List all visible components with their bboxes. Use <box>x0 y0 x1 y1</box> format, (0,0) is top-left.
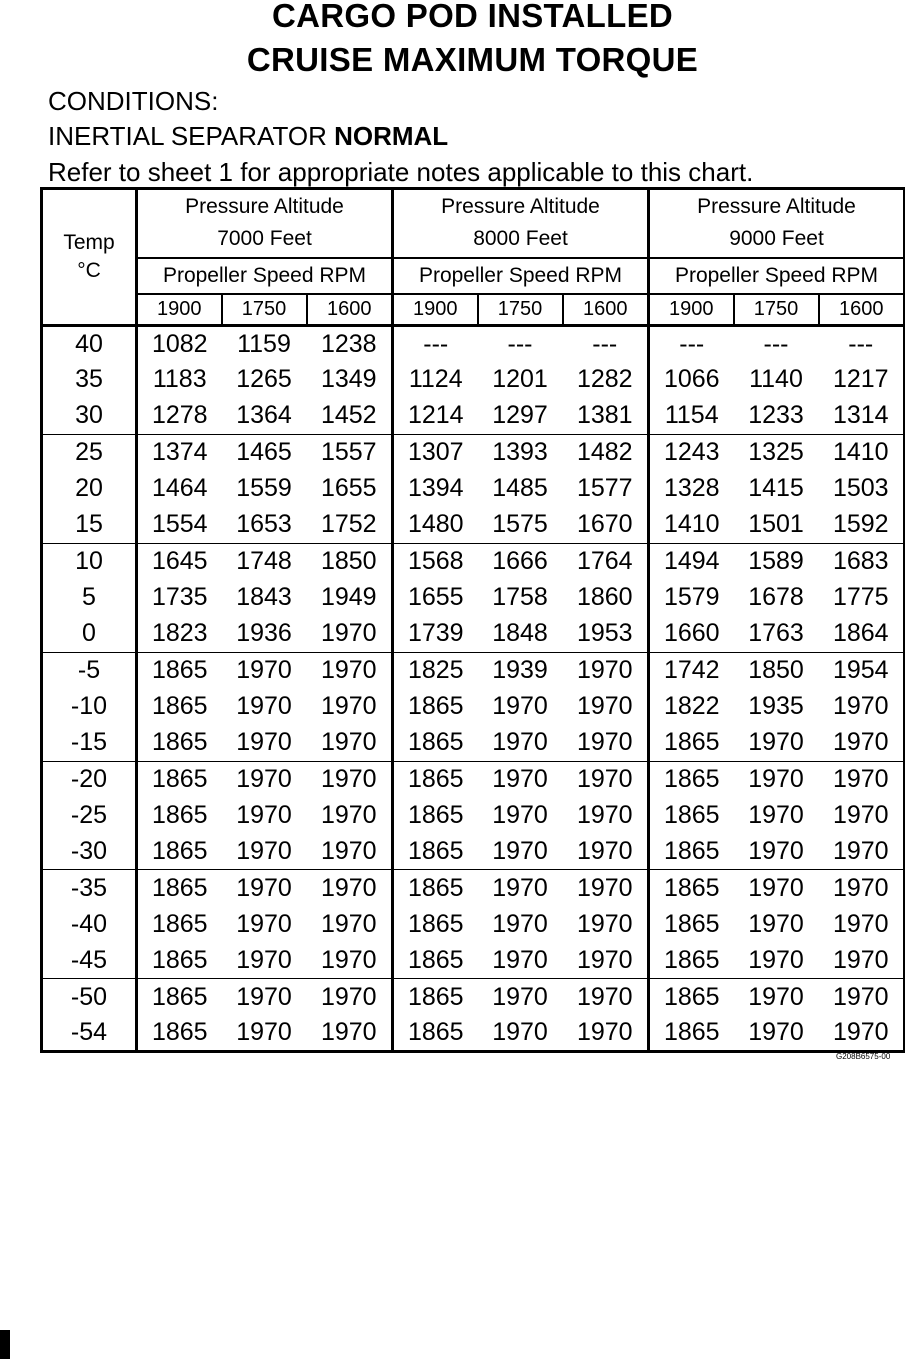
torque-table <box>40 187 905 1053</box>
torque-cell: 1970 <box>832 801 889 829</box>
torque-cell: 1865 <box>393 870 478 906</box>
torque-cell: 1953 <box>576 619 633 648</box>
torque-cell: 1970 <box>563 652 649 688</box>
torque-cell: 1970 <box>492 692 548 721</box>
temp-cell: 25 <box>42 434 137 470</box>
rpm-column-header: 1600 <box>819 294 905 326</box>
temp-header <box>42 189 137 326</box>
torque-cell: 1970 <box>576 909 633 938</box>
torque-cell: 1394 <box>393 471 478 507</box>
torque-cell: 1970 <box>492 1018 548 1047</box>
torque-cell: 1480 <box>393 507 478 543</box>
torque-cell: 1970 <box>748 728 804 757</box>
altitude-label: Pressure Altitude <box>185 195 344 219</box>
rpm-column-header: 1600 <box>563 294 649 326</box>
torque-cell: 1201 <box>492 365 548 394</box>
torque-cell: 1970 <box>492 801 548 829</box>
temp-cell: 15 <box>42 507 137 543</box>
rpm-header: Propeller Speed RPM <box>137 258 393 294</box>
torque-cell: --- <box>393 326 478 362</box>
torque-cell: 1217 <box>832 365 889 394</box>
table-row <box>42 543 905 579</box>
table-row <box>42 362 905 398</box>
torque-cell: 1554 <box>151 510 208 539</box>
torque-cell: 1970 <box>320 945 377 974</box>
temp-cell: -20 <box>42 761 137 797</box>
table-row <box>42 580 905 616</box>
torque-cell: 1970 <box>478 979 563 1015</box>
torque-cell: 1936 <box>236 619 292 648</box>
table-row <box>42 761 905 797</box>
torque-cell: 1282 <box>576 365 633 394</box>
table-row <box>42 725 905 761</box>
torque-cell: 1970 <box>320 692 377 721</box>
torque-cell: 1970 <box>320 728 377 757</box>
table-row <box>42 434 905 470</box>
torque-table-body <box>42 326 905 1052</box>
inertial-separator-condition <box>48 121 448 151</box>
torque-cell: 1328 <box>649 471 734 507</box>
torque-cell: --- <box>507 329 533 358</box>
torque-cell: 1970 <box>832 945 889 974</box>
torque-cell: 1265 <box>236 365 292 394</box>
torque-cell: 1297 <box>492 401 548 430</box>
altitude-value: 8000 Feet <box>473 227 568 251</box>
torque-cell: 1865 <box>151 728 208 757</box>
torque-cell: 1970 <box>222 652 307 688</box>
torque-cell: 1843 <box>236 583 292 612</box>
torque-cell: 1970 <box>563 761 649 797</box>
torque-cell: 1577 <box>576 474 633 503</box>
torque-cell: 1970 <box>576 728 633 757</box>
torque-cell: 1865 <box>393 725 478 761</box>
torque-cell: 1410 <box>819 434 905 470</box>
torque-cell: 1278 <box>151 401 208 430</box>
temp-cell: 40 <box>42 326 137 362</box>
torque-cell: 1970 <box>819 979 905 1015</box>
torque-cell: 1865 <box>649 761 734 797</box>
temp-cell: -15 <box>42 725 137 761</box>
torque-cell: 1850 <box>307 543 393 579</box>
torque-cell: 1970 <box>307 652 393 688</box>
torque-cell: 1970 <box>576 801 633 829</box>
torque-cell: 1482 <box>563 434 649 470</box>
torque-cell: 1325 <box>734 434 819 470</box>
torque-cell: 1865 <box>393 1015 478 1051</box>
rpm-column-header: 1750 <box>222 294 307 326</box>
torque-cell: 1865 <box>151 837 208 866</box>
torque-cell: 1655 <box>320 474 377 503</box>
table-row <box>42 979 905 1015</box>
torque-cell: 1865 <box>393 761 478 797</box>
temp-cell: -30 <box>42 834 137 870</box>
torque-cell: 1865 <box>151 909 208 938</box>
torque-cell: 1124 <box>393 362 478 398</box>
torque-cell: 1865 <box>151 692 208 721</box>
temp-cell: -40 <box>42 906 137 942</box>
temp-cell: 20 <box>42 471 137 507</box>
torque-cell: 1865 <box>151 801 208 829</box>
torque-cell: 1970 <box>748 801 804 829</box>
torque-cell: 1970 <box>832 728 889 757</box>
rpm-column-header: 1600 <box>307 294 393 326</box>
temp-cell: -5 <box>42 652 137 688</box>
inertial-separator-value: NORMAL <box>334 121 449 151</box>
altitude-value: 9000 Feet <box>729 227 824 251</box>
torque-cell: 1503 <box>832 474 889 503</box>
torque-cell: 1970 <box>320 837 377 866</box>
torque-cell: 1865 <box>393 797 478 833</box>
torque-cell: 1575 <box>492 510 548 539</box>
torque-cell: 1865 <box>649 979 734 1015</box>
torque-cell: 1860 <box>576 583 633 612</box>
torque-cell: 1970 <box>222 761 307 797</box>
torque-cell: 1865 <box>649 797 734 833</box>
torque-cell: 1653 <box>236 510 292 539</box>
table-row <box>42 1015 905 1051</box>
torque-cell: 1970 <box>734 979 819 1015</box>
torque-cell: 1970 <box>307 870 393 906</box>
table-row <box>42 652 905 688</box>
torque-cell: 1970 <box>478 870 563 906</box>
torque-cell: 1349 <box>320 365 377 394</box>
temp-cell: 5 <box>42 580 137 616</box>
table-row <box>42 688 905 724</box>
torque-cell: 1865 <box>137 761 222 797</box>
rpm-header: Propeller Speed RPM <box>649 258 905 294</box>
torque-cell: 1865 <box>649 725 734 761</box>
torque-cell: 1243 <box>649 434 734 470</box>
temp-cell: -35 <box>42 870 137 906</box>
torque-cell: 1775 <box>832 583 889 612</box>
torque-cell: 1066 <box>649 362 734 398</box>
torque-cell: 1865 <box>649 943 734 979</box>
torque-cell: --- <box>848 329 874 358</box>
torque-cell: 1865 <box>137 979 222 1015</box>
torque-cell: 1364 <box>236 401 292 430</box>
temp-header-label: Temp <box>63 231 115 254</box>
rpm-column-header: 1750 <box>478 294 563 326</box>
torque-cell: 1758 <box>492 583 548 612</box>
table-row <box>42 616 905 652</box>
torque-cell: 1970 <box>236 1018 292 1047</box>
torque-cell: 1822 <box>649 688 734 724</box>
torque-cell: 1970 <box>748 837 804 866</box>
torque-cell: 1970 <box>832 1018 889 1047</box>
torque-cell: 1764 <box>563 543 649 579</box>
torque-cell: 1970 <box>320 1018 377 1047</box>
torque-cell: 1970 <box>748 945 804 974</box>
temp-cell: -25 <box>42 797 137 833</box>
temp-cell: -54 <box>42 1015 137 1051</box>
torque-cell: 1970 <box>832 692 889 721</box>
torque-cell: 1501 <box>748 510 804 539</box>
torque-cell: 1559 <box>236 474 292 503</box>
torque-cell: 1670 <box>576 510 633 539</box>
torque-cell: 1848 <box>492 619 548 648</box>
torque-cell: 1415 <box>748 474 804 503</box>
torque-cell: 1233 <box>748 401 804 430</box>
torque-cell: 1970 <box>832 837 889 866</box>
torque-cell: 1307 <box>393 434 478 470</box>
temp-cell: -45 <box>42 943 137 979</box>
torque-cell: 1410 <box>649 507 734 543</box>
torque-cell: 1374 <box>137 434 222 470</box>
torque-cell: 1238 <box>320 329 377 358</box>
torque-cell: 1970 <box>222 979 307 1015</box>
torque-cell: 1850 <box>734 652 819 688</box>
torque-cell: 1970 <box>307 761 393 797</box>
torque-cell: 1865 <box>649 906 734 942</box>
torque-cell: 1970 <box>563 870 649 906</box>
page-subtitle: CRUISE MAXIMUM TORQUE <box>246 41 699 78</box>
inertial-separator-label: INERTIAL SEPARATOR <box>48 121 335 151</box>
torque-cell: 1154 <box>649 398 734 434</box>
torque-cell: 1314 <box>832 401 889 430</box>
torque-cell: 1752 <box>320 510 377 539</box>
torque-cell: 1970 <box>819 870 905 906</box>
torque-cell: 1159 <box>237 329 291 358</box>
torque-cell: 1970 <box>492 837 548 866</box>
torque-cell: 1865 <box>151 1018 208 1047</box>
torque-cell: 1970 <box>563 979 649 1015</box>
altitude-header-8000 <box>393 189 649 258</box>
torque-cell: 1655 <box>393 580 478 616</box>
torque-cell: 1970 <box>320 801 377 829</box>
torque-cell: 1865 <box>137 870 222 906</box>
torque-cell: 1970 <box>748 1018 804 1047</box>
torque-cell: 1589 <box>734 543 819 579</box>
torque-cell: 1970 <box>734 870 819 906</box>
table-row <box>42 834 905 870</box>
torque-cell: 1183 <box>152 365 207 394</box>
torque-cell: 1214 <box>393 398 478 434</box>
torque-cell: 1763 <box>748 619 804 648</box>
table-row <box>42 943 905 979</box>
torque-cell: 1970 <box>492 728 548 757</box>
torque-cell: 1645 <box>137 543 222 579</box>
page-title: CARGO POD INSTALLED <box>271 0 674 34</box>
torque-cell: 1970 <box>576 945 633 974</box>
torque-cell: 1579 <box>649 580 734 616</box>
torque-cell: 1970 <box>748 909 804 938</box>
torque-cell: 1864 <box>832 619 889 648</box>
torque-cell: 1970 <box>320 619 377 648</box>
torque-cell: 1865 <box>393 834 478 870</box>
torque-cell: 1970 <box>734 761 819 797</box>
torque-cell: 1748 <box>222 543 307 579</box>
table-row <box>42 797 905 833</box>
torque-cell: 1939 <box>478 652 563 688</box>
refer-note: Refer to sheet 1 for appropriate notes applicable to this chart. <box>48 157 754 187</box>
torque-cell: 1865 <box>649 834 734 870</box>
page-edge-mark <box>0 1330 10 1359</box>
temp-cell: 0 <box>42 616 137 652</box>
torque-cell: 1970 <box>236 801 292 829</box>
torque-cell: --- <box>763 329 789 358</box>
figure-code: G208B6575-00 <box>836 1052 891 1061</box>
torque-cell: 1970 <box>819 761 905 797</box>
torque-cell: 1970 <box>236 909 292 938</box>
torque-cell: --- <box>649 326 734 362</box>
torque-cell: 1865 <box>393 943 478 979</box>
torque-cell: 1970 <box>236 692 292 721</box>
torque-cell: 1494 <box>649 543 734 579</box>
torque-cell: 1970 <box>576 692 633 721</box>
torque-cell: 1949 <box>320 583 377 612</box>
altitude-header-9000 <box>649 189 905 258</box>
torque-cell: 1865 <box>393 906 478 942</box>
torque-cell: 1865 <box>649 870 734 906</box>
torque-cell: 1865 <box>393 688 478 724</box>
temp-cell: -50 <box>42 979 137 1015</box>
conditions-label: CONDITIONS: <box>48 86 219 116</box>
torque-cell: 1735 <box>151 583 208 612</box>
torque-cell: 1393 <box>478 434 563 470</box>
altitude-value: 7000 Feet <box>217 227 312 251</box>
torque-cell: 1970 <box>832 909 889 938</box>
torque-cell: 1452 <box>320 401 377 430</box>
torque-cell: 1970 <box>236 945 292 974</box>
table-row <box>42 507 905 543</box>
table-row <box>42 471 905 507</box>
torque-cell: 1678 <box>748 583 804 612</box>
table-row <box>42 398 905 434</box>
torque-cell: 1970 <box>236 728 292 757</box>
rpm-column-header: 1750 <box>734 294 819 326</box>
torque-cell: 1970 <box>307 979 393 1015</box>
altitude-label: Pressure Altitude <box>697 195 856 219</box>
torque-cell: 1592 <box>832 510 889 539</box>
temp-header-unit: °C <box>77 259 101 282</box>
torque-cell: 1970 <box>320 909 377 938</box>
torque-cell: 1954 <box>819 652 905 688</box>
torque-cell: 1970 <box>576 1018 633 1047</box>
torque-cell: 1683 <box>819 543 905 579</box>
torque-cell: 1666 <box>478 543 563 579</box>
torque-cell: 1660 <box>649 616 734 652</box>
torque-cell: 1464 <box>151 474 208 503</box>
torque-cell: 1739 <box>393 616 478 652</box>
torque-cell: 1970 <box>236 837 292 866</box>
torque-cell: 1485 <box>492 474 548 503</box>
torque-cell: 1865 <box>393 979 478 1015</box>
altitude-header-7000 <box>137 189 393 258</box>
torque-cell: 1823 <box>151 619 208 648</box>
torque-cell: 1381 <box>576 401 633 430</box>
torque-cell: 1865 <box>151 945 208 974</box>
torque-cell: 1825 <box>393 652 478 688</box>
torque-cell: 1742 <box>649 652 734 688</box>
torque-cell: 1970 <box>492 909 548 938</box>
table-row <box>42 906 905 942</box>
torque-cell: 1865 <box>137 652 222 688</box>
temp-cell: 30 <box>42 398 137 434</box>
rpm-column-header: 1900 <box>393 294 478 326</box>
torque-cell: 1557 <box>307 434 393 470</box>
temp-cell: 10 <box>42 543 137 579</box>
torque-cell: 1935 <box>748 692 804 721</box>
temp-cell: -10 <box>42 688 137 724</box>
torque-cell: 1465 <box>222 434 307 470</box>
torque-cell: 1568 <box>393 543 478 579</box>
rpm-header: Propeller Speed RPM <box>393 258 649 294</box>
altitude-label: Pressure Altitude <box>441 195 600 219</box>
torque-cell: 1970 <box>576 837 633 866</box>
torque-cell: 1970 <box>492 945 548 974</box>
torque-cell: 1140 <box>749 365 803 394</box>
torque-cell: 1970 <box>222 870 307 906</box>
torque-cell: 1970 <box>478 761 563 797</box>
table-row <box>42 870 905 906</box>
rpm-column-header: 1900 <box>649 294 734 326</box>
table-row <box>42 326 905 362</box>
torque-cell: 1082 <box>151 329 208 358</box>
torque-cell: --- <box>592 329 618 358</box>
torque-cell: 1865 <box>649 1015 734 1051</box>
temp-cell: 35 <box>42 362 137 398</box>
rpm-column-header: 1900 <box>137 294 222 326</box>
